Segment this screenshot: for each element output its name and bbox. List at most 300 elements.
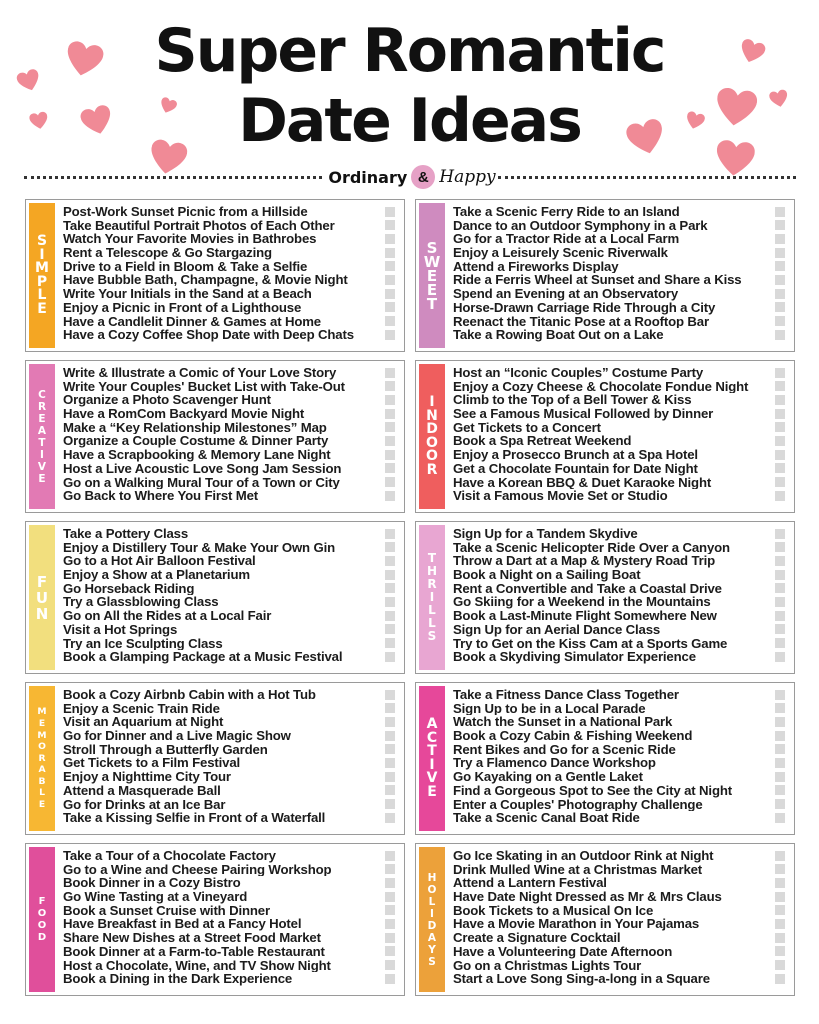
- idea-text: Have Bubble Bath, Champagne, & Movie Night: [63, 273, 348, 288]
- checkbox[interactable]: [775, 772, 785, 782]
- band-letter: F: [36, 572, 48, 591]
- idea-item: [63, 434, 398, 448]
- page-title-line1: Super Romantic: [154, 16, 665, 86]
- idea-item: [453, 315, 788, 329]
- band-letter: I: [429, 394, 435, 410]
- idea-text: Go Ice Skating in an Outdoor Rink at Night: [453, 849, 714, 863]
- band-letter: D: [37, 931, 47, 943]
- band-letter: R: [427, 577, 437, 591]
- checkbox[interactable]: [775, 477, 785, 487]
- idea-text: Watch Your Favorite Movies in Bathrobes: [63, 232, 317, 247]
- idea-text: Book a Sunset Cruise with Dinner: [63, 903, 270, 918]
- idea-text: Start a Love Song Sing-a-long in a Square: [453, 972, 710, 986]
- checkbox[interactable]: [775, 261, 785, 271]
- idea-item: [453, 301, 788, 315]
- band-letter: E: [426, 280, 438, 299]
- idea-text: Sign Up for a Tandem Skydive: [453, 527, 638, 541]
- idea-text: Climb to the Top of a Bell Tower & Kiss: [453, 393, 692, 408]
- idea-text: Try a Flamenco Dance Workshop: [453, 756, 656, 771]
- idea-item: [63, 421, 398, 435]
- section-creative: [25, 360, 405, 513]
- band-letter: L: [428, 895, 436, 908]
- checkbox[interactable]: [385, 570, 395, 580]
- brand-name-2: Happy: [439, 167, 496, 187]
- band-letter: R: [37, 400, 47, 413]
- checkbox[interactable]: [385, 275, 395, 285]
- idea-item: [453, 595, 788, 609]
- checkbox[interactable]: [385, 395, 395, 405]
- idea-item: [63, 246, 398, 260]
- idea-item: [63, 273, 398, 287]
- checkbox[interactable]: [385, 933, 395, 943]
- idea-item: [453, 688, 788, 702]
- checkbox[interactable]: [385, 316, 395, 326]
- checkbox[interactable]: [775, 542, 785, 552]
- idea-item: [63, 393, 398, 407]
- idea-item: [63, 931, 398, 945]
- checkbox[interactable]: [775, 289, 785, 299]
- checkbox[interactable]: [385, 785, 395, 795]
- checkbox[interactable]: [385, 491, 395, 501]
- idea-text: Sign Up to be in a Local Parade: [453, 701, 646, 716]
- idea-item: [63, 366, 398, 380]
- section-band-creative: [29, 364, 55, 509]
- band-letter: S: [428, 955, 436, 968]
- idea-item: [63, 541, 398, 555]
- checkbox[interactable]: [385, 611, 395, 621]
- idea-text: Take a Scenic Ferry Ride to an Island: [453, 205, 680, 219]
- idea-item: [453, 232, 788, 246]
- idea-text: Take a Pottery Class: [63, 527, 189, 541]
- idea-text: Visit a Famous Movie Set or Studio: [453, 489, 668, 503]
- idea-text: Ride a Ferris Wheel at Sunset and Share a Kiss: [453, 273, 742, 288]
- checkbox[interactable]: [385, 477, 395, 487]
- band-letter: H: [426, 564, 438, 578]
- checkbox[interactable]: [775, 381, 785, 391]
- page-title-line2: Date Ideas: [238, 86, 581, 156]
- checkbox[interactable]: [775, 409, 785, 419]
- checkbox[interactable]: [775, 302, 785, 312]
- idea-text: Sign Up for an Aerial Dance Class: [453, 622, 661, 637]
- checkbox[interactable]: [775, 813, 785, 823]
- checkbox[interactable]: [775, 275, 785, 285]
- idea-item: [453, 959, 788, 973]
- idea-list: [63, 366, 398, 503]
- checkbox[interactable]: [775, 624, 785, 634]
- checkbox[interactable]: [385, 703, 395, 713]
- section-band-memorable: [29, 686, 55, 831]
- idea-text: Go Horseback Riding: [63, 581, 195, 596]
- checkbox[interactable]: [385, 919, 395, 929]
- band-letter: M: [37, 706, 47, 718]
- idea-text: Take a Rowing Boat Out on a Lake: [453, 328, 664, 342]
- idea-text: Host an “Iconic Couples” Costume Party: [453, 366, 704, 380]
- idea-text: See a Famous Musical Followed by Dinner: [453, 407, 714, 421]
- idea-text: Have a Volunteering Date Afternoon: [453, 944, 673, 959]
- checkbox[interactable]: [385, 652, 395, 662]
- idea-item: [63, 784, 398, 798]
- idea-text: Host a Live Acoustic Love Song Jam Session: [63, 461, 342, 476]
- idea-text: Drive to a Field in Bloom & Take a Selfie: [63, 259, 308, 274]
- idea-text: Take a Scenic Helicopter Ride Over a Canyon: [453, 540, 730, 555]
- checkbox[interactable]: [775, 248, 785, 258]
- idea-item: [453, 637, 788, 651]
- checkbox[interactable]: [385, 409, 395, 419]
- checkbox[interactable]: [775, 330, 785, 340]
- band-letter: A: [37, 424, 47, 437]
- idea-list: [63, 205, 398, 342]
- idea-text: Get Tickets to a Concert: [453, 420, 601, 435]
- idea-item: [453, 527, 788, 541]
- idea-text: Drink Mulled Wine at a Christmas Market: [453, 862, 703, 877]
- idea-item: [63, 945, 398, 959]
- idea-item: [453, 945, 788, 959]
- checkbox[interactable]: [385, 463, 395, 473]
- checkbox[interactable]: [385, 799, 395, 809]
- band-letter: A: [38, 764, 46, 776]
- idea-text: Attend a Lantern Festival: [453, 876, 607, 891]
- idea-text: Spend an Evening at an Observatory: [453, 287, 679, 301]
- idea-text: Enjoy a Cozy Cheese & Chocolate Fondue Night: [453, 379, 749, 394]
- idea-text: Get Tickets to a Film Festival: [63, 756, 241, 771]
- checkbox[interactable]: [775, 450, 785, 460]
- idea-item: [453, 568, 788, 582]
- idea-text: Take a Fitness Dance Class Together: [453, 688, 679, 702]
- band-letter: N: [426, 407, 438, 424]
- band-letter: O: [426, 448, 438, 464]
- idea-text: Try an Ice Sculpting Class: [63, 636, 223, 651]
- idea-text: Stroll Through a Butterfly Garden: [63, 742, 268, 757]
- checkbox[interactable]: [775, 731, 785, 741]
- checkbox[interactable]: [385, 583, 395, 593]
- band-letter: O: [37, 919, 47, 931]
- idea-item: [63, 959, 398, 973]
- idea-item: [63, 702, 398, 716]
- checkbox[interactable]: [775, 851, 785, 861]
- idea-list: [63, 849, 398, 986]
- checkbox[interactable]: [775, 583, 785, 593]
- checkbox[interactable]: [385, 813, 395, 823]
- checkbox[interactable]: [385, 422, 395, 432]
- idea-item: [63, 301, 398, 315]
- checkbox[interactable]: [775, 556, 785, 566]
- idea-text: Attend a Masquerade Ball: [63, 783, 221, 798]
- idea-text: Organize a Photo Scavenger Hunt: [63, 393, 271, 408]
- band-letter: B: [38, 775, 46, 787]
- idea-text: Go to a Hot Air Balloon Festival: [63, 554, 256, 569]
- idea-text: Throw a Dart at a Map & Mystery Road Trip: [453, 554, 716, 569]
- idea-item: [453, 407, 788, 421]
- idea-text: Watch the Sunset in a National Park: [453, 715, 673, 730]
- checkbox[interactable]: [385, 207, 395, 217]
- section-indoor: [415, 360, 795, 513]
- idea-item: [63, 637, 398, 651]
- heart-icon: [147, 137, 189, 179]
- checkbox[interactable]: [385, 638, 395, 648]
- checkbox[interactable]: [385, 905, 395, 915]
- checkbox[interactable]: [775, 758, 785, 768]
- checkbox[interactable]: [385, 851, 395, 861]
- idea-item: [453, 702, 788, 716]
- idea-text: Go on a Walking Mural Tour of a Town or City: [63, 475, 340, 490]
- band-letter: V: [426, 770, 438, 786]
- idea-item: [453, 421, 788, 435]
- checkbox[interactable]: [775, 652, 785, 662]
- idea-item: [453, 462, 788, 476]
- idea-text: Book a Skydiving Simulator Experience: [453, 650, 696, 664]
- idea-item: [63, 260, 398, 274]
- band-letter: T: [427, 551, 437, 565]
- checkbox[interactable]: [775, 864, 785, 874]
- checkbox[interactable]: [385, 717, 395, 727]
- heart-icon: [714, 138, 756, 180]
- checkbox[interactable]: [775, 316, 785, 326]
- idea-text: Enjoy a Scenic Train Ride: [63, 701, 220, 716]
- checkbox[interactable]: [775, 905, 785, 915]
- idea-item: [453, 798, 788, 812]
- idea-list: [453, 849, 788, 986]
- checkbox[interactable]: [385, 542, 395, 552]
- idea-text: Visit an Aquarium at Night: [63, 715, 224, 730]
- checkbox[interactable]: [385, 436, 395, 446]
- band-letter: L: [428, 603, 436, 617]
- checkbox[interactable]: [385, 772, 395, 782]
- band-letter: A: [426, 716, 438, 732]
- band-letter: E: [38, 412, 46, 425]
- band-letter: M: [35, 260, 49, 276]
- checkbox[interactable]: [385, 302, 395, 312]
- idea-item: [63, 904, 398, 918]
- band-letter: T: [38, 436, 46, 449]
- idea-text: Create a Signature Cocktail: [453, 931, 621, 945]
- checkbox[interactable]: [775, 207, 785, 217]
- idea-text: Have Breakfast in Bed at a Fancy Hotel: [63, 917, 302, 932]
- checkbox[interactable]: [775, 717, 785, 727]
- checkbox[interactable]: [385, 234, 395, 244]
- idea-item: [63, 770, 398, 784]
- idea-text: Rent a Convertible and Take a Coastal Drive: [453, 581, 722, 596]
- checkbox[interactable]: [385, 381, 395, 391]
- checkbox[interactable]: [385, 960, 395, 970]
- band-letter: L: [428, 616, 436, 630]
- checkbox[interactable]: [385, 556, 395, 566]
- idea-item: [453, 287, 788, 301]
- band-letter: O: [426, 434, 438, 451]
- checkbox[interactable]: [775, 234, 785, 244]
- checkbox[interactable]: [385, 624, 395, 634]
- checkbox[interactable]: [385, 261, 395, 271]
- checkbox[interactable]: [385, 974, 395, 984]
- idea-text: Book Dinner in a Cozy Bistro: [63, 876, 241, 891]
- checkbox[interactable]: [775, 422, 785, 432]
- band-letter: I: [429, 756, 435, 773]
- checkbox[interactable]: [775, 436, 785, 446]
- idea-item: [63, 219, 398, 233]
- idea-text: Rent a Telescope & Go Stargazing: [63, 246, 272, 260]
- idea-text: Book Dinner at a Farm-to-Table Restaurant: [63, 944, 325, 959]
- idea-text: Host a Chocolate, Wine, and TV Show Night: [63, 958, 331, 973]
- idea-item: [63, 380, 398, 394]
- checkbox[interactable]: [775, 491, 785, 501]
- checkbox[interactable]: [775, 974, 785, 984]
- band-letter: E: [38, 799, 46, 811]
- idea-item: [453, 972, 788, 986]
- idea-text: Try to Get on the Kiss Cam at a Sports Game: [453, 636, 728, 651]
- checkbox[interactable]: [775, 878, 785, 888]
- section-active: [415, 682, 795, 835]
- band-letter: A: [427, 931, 437, 944]
- idea-text: Enjoy a Picnic in Front of a Lighthouse: [63, 300, 302, 315]
- checkbox[interactable]: [775, 597, 785, 607]
- idea-item: [453, 609, 788, 623]
- idea-item: [63, 287, 398, 301]
- checkbox[interactable]: [385, 744, 395, 754]
- band-letter: E: [38, 472, 46, 485]
- section-food: [25, 843, 405, 996]
- checkbox[interactable]: [775, 611, 785, 621]
- idea-item: [453, 784, 788, 798]
- idea-text: Have a Scrapbooking & Memory Lane Night: [63, 448, 331, 462]
- idea-item: [63, 811, 398, 825]
- idea-text: Book a Cozy Cabin & Fishing Weekend: [453, 729, 693, 743]
- idea-item: [63, 729, 398, 743]
- idea-item: [453, 273, 788, 287]
- idea-item: [453, 554, 788, 568]
- idea-item: [453, 476, 788, 490]
- band-letter: I: [429, 590, 435, 604]
- idea-text: Take a Tour of a Chocolate Factory: [63, 849, 276, 863]
- idea-item: [453, 917, 788, 931]
- section-fun: [25, 521, 405, 674]
- idea-item: [453, 260, 788, 274]
- idea-item: [63, 650, 398, 664]
- checkbox[interactable]: [385, 289, 395, 299]
- idea-item: [63, 489, 398, 503]
- idea-item: [63, 407, 398, 421]
- checkbox[interactable]: [775, 892, 785, 902]
- idea-item: [63, 798, 398, 812]
- idea-text: Have a Movie Marathon in Your Pajamas: [453, 917, 700, 932]
- section-memorable: [25, 682, 405, 835]
- checkbox[interactable]: [385, 220, 395, 230]
- checkbox[interactable]: [775, 220, 785, 230]
- idea-text: Take a Scenic Canal Boat Ride: [453, 811, 640, 825]
- idea-item: [63, 849, 398, 863]
- band-letter: D: [427, 919, 437, 932]
- checkbox[interactable]: [775, 529, 785, 539]
- checkbox[interactable]: [385, 731, 395, 741]
- idea-text: Have a Korean BBQ & Duet Karaoke Night: [453, 475, 712, 490]
- band-letter: E: [427, 783, 437, 800]
- idea-item: [453, 489, 788, 503]
- idea-item: [63, 917, 398, 931]
- idea-item: [453, 448, 788, 462]
- checkbox[interactable]: [385, 690, 395, 700]
- idea-text: Have Date Night Dressed as Mr & Mrs Claus: [453, 890, 722, 904]
- band-letter: S: [427, 629, 437, 643]
- checkbox[interactable]: [775, 638, 785, 648]
- section-thrills: [415, 521, 795, 674]
- idea-item: [453, 541, 788, 555]
- idea-item: [63, 315, 398, 329]
- idea-item: [453, 246, 788, 260]
- checkbox[interactable]: [775, 919, 785, 929]
- checkbox[interactable]: [775, 395, 785, 405]
- checkbox[interactable]: [385, 864, 395, 874]
- idea-item: [453, 582, 788, 596]
- idea-text: Book a Last-Minute Flight Somewhere New: [453, 609, 717, 623]
- checkbox[interactable]: [775, 785, 785, 795]
- section-band-sweet: [419, 203, 445, 348]
- checkbox[interactable]: [775, 960, 785, 970]
- idea-text: Have a Cozy Coffee Shop Date with Deep Chats: [63, 328, 354, 342]
- checkbox[interactable]: [385, 758, 395, 768]
- checkbox[interactable]: [385, 597, 395, 607]
- idea-item: [453, 219, 788, 233]
- idea-item: [453, 904, 788, 918]
- idea-item: [453, 811, 788, 825]
- idea-list: [63, 527, 398, 664]
- idea-item: [453, 770, 788, 784]
- idea-text: Book a Spa Retreat Weekend: [453, 434, 632, 449]
- idea-text: Go for Drinks at an Ice Bar: [63, 797, 226, 812]
- checkbox[interactable]: [385, 946, 395, 956]
- idea-text: Book Tickets to a Musical On Ice: [453, 903, 654, 918]
- section-sweet: [415, 199, 795, 352]
- checkbox[interactable]: [775, 368, 785, 378]
- checkbox[interactable]: [775, 690, 785, 700]
- idea-item: [453, 729, 788, 743]
- idea-text: Write Your Initials in the Sand at a Beach: [63, 287, 312, 301]
- band-letter: W: [423, 252, 441, 271]
- idea-text: Go Wine Tasting at a Vineyard: [63, 890, 248, 904]
- idea-item: [63, 623, 398, 637]
- band-letter: L: [39, 787, 45, 799]
- checkbox[interactable]: [775, 463, 785, 473]
- idea-item: [63, 876, 398, 890]
- heart-icon: [713, 85, 758, 130]
- idea-text: Have a RomCom Backyard Movie Night: [63, 407, 305, 421]
- checkbox[interactable]: [775, 946, 785, 956]
- checkbox[interactable]: [775, 933, 785, 943]
- checkbox[interactable]: [775, 570, 785, 580]
- checkbox[interactable]: [775, 799, 785, 809]
- idea-text: Enjoy a Prosecco Brunch at a Spa Hotel: [453, 448, 698, 462]
- checkbox[interactable]: [385, 529, 395, 539]
- idea-text: Post-Work Sunset Picnic from a Hillside: [63, 205, 308, 219]
- idea-text: Dance to an Outdoor Symphony in a Park: [453, 218, 708, 233]
- checkbox[interactable]: [385, 892, 395, 902]
- checkbox[interactable]: [775, 744, 785, 754]
- checkbox[interactable]: [385, 248, 395, 258]
- band-letter: S: [36, 233, 48, 249]
- band-letter: P: [36, 273, 48, 290]
- idea-item: [63, 972, 398, 986]
- idea-list: [453, 366, 788, 503]
- checkbox[interactable]: [385, 878, 395, 888]
- band-letter: L: [37, 287, 47, 303]
- checkbox[interactable]: [385, 450, 395, 460]
- idea-text: Enjoy a Show at a Planetarium: [63, 568, 250, 582]
- checkbox[interactable]: [775, 703, 785, 713]
- idea-item: [453, 931, 788, 945]
- idea-item: [63, 527, 398, 541]
- section-band-holidays: [419, 847, 445, 992]
- idea-item: [453, 434, 788, 448]
- idea-text: Book a Night on a Sailing Boat: [453, 568, 641, 582]
- checkbox[interactable]: [385, 330, 395, 340]
- checkbox[interactable]: [385, 368, 395, 378]
